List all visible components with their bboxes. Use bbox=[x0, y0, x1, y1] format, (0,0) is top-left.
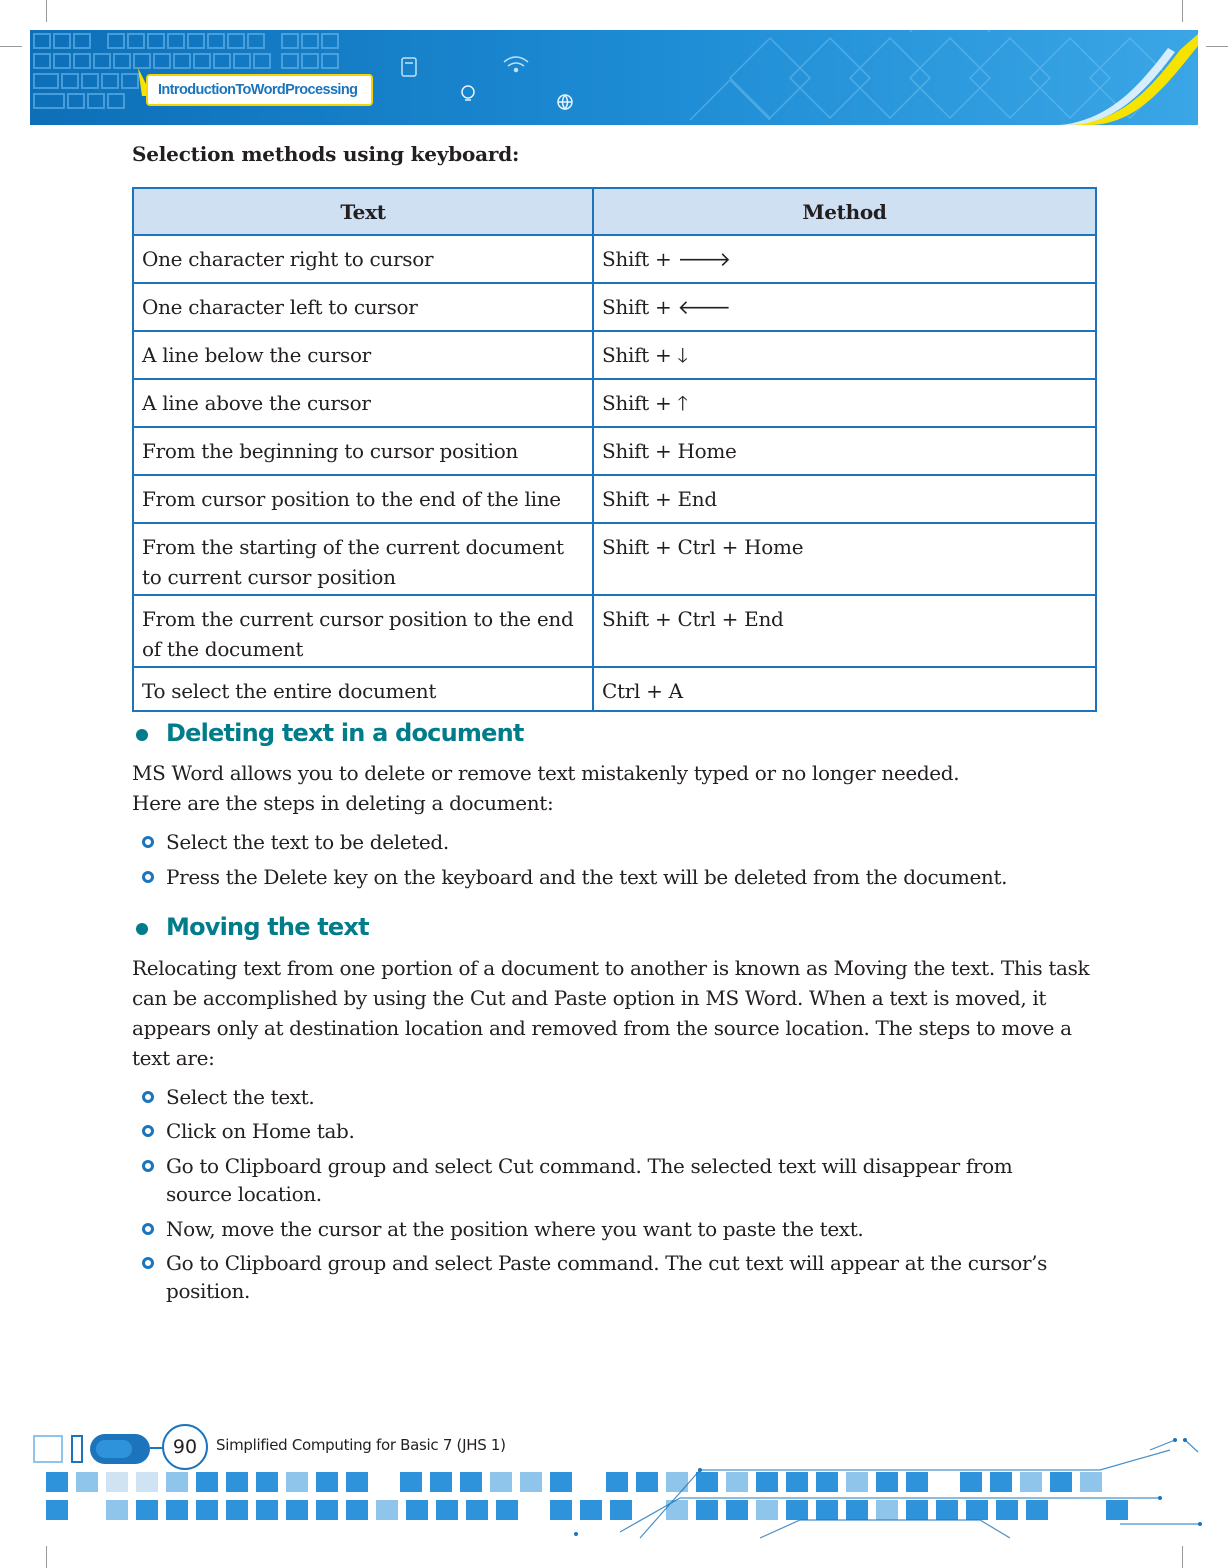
crop-mark bbox=[0, 46, 22, 47]
table-cell-text: One character right to cursor bbox=[133, 235, 593, 283]
deleting-heading: Deleting text in a document bbox=[166, 719, 524, 747]
moving-step: Select the text. bbox=[166, 1085, 315, 1109]
crop-mark bbox=[46, 0, 47, 22]
table-cell-text: A line below the cursor bbox=[133, 331, 593, 379]
chapter-title-tag: IntroductionToWordProcessing bbox=[146, 74, 373, 106]
keyboard-selection-table bbox=[132, 187, 1097, 712]
table-header-row bbox=[133, 188, 1096, 235]
table-cell-method: Shift + 🡐 bbox=[593, 283, 1096, 331]
crop-mark bbox=[1182, 0, 1183, 22]
table-cell-text: From cursor position to the end of the line bbox=[133, 475, 593, 523]
table-row bbox=[133, 595, 1096, 667]
moving-step: Go to Clipboard group and select Paste command. The cut text will appear at the cursor’s position. bbox=[166, 1251, 1048, 1303]
table-cell-text: One character left to cursor bbox=[133, 283, 593, 331]
table-cell-text: A line above the cursor bbox=[133, 379, 593, 427]
table-row bbox=[133, 427, 1096, 475]
list-bullet-icon bbox=[142, 871, 154, 883]
table-row bbox=[133, 235, 1096, 283]
moving-step: Go to Clipboard group and select Cut command. The selected text will disappear from source location. bbox=[166, 1154, 1013, 1206]
table-cell-method: Shift + Home bbox=[593, 427, 1096, 475]
table-cell-method: Shift + Ctrl + Home bbox=[593, 523, 1096, 595]
bullet-dot-icon bbox=[136, 923, 148, 935]
page-number: 90 bbox=[162, 1424, 208, 1470]
list-bullet-icon bbox=[142, 1160, 154, 1172]
moving-step: Click on Home tab. bbox=[166, 1119, 355, 1143]
moving-intro: Relocating text from one portion of a document to another is known as Moving the text. This task can be accomplished by using the Cut and Paste option in MS Word. When a text is moved, it appears only at destination location and removed from the source location. The steps to move a text are: bbox=[132, 956, 1090, 1070]
table-cell-text: From the current cursor position to the end of the document bbox=[133, 595, 593, 667]
deleting-intro-line2: Here are the steps in deleting a document: bbox=[132, 791, 554, 815]
table-row bbox=[133, 523, 1096, 595]
table-cell-method: Ctrl + A bbox=[593, 667, 1096, 711]
table-cell-method: Shift + 🡒 bbox=[593, 235, 1096, 283]
list-bullet-icon bbox=[142, 1091, 154, 1103]
table-cell-text: From the starting of the current document to current cursor position bbox=[133, 523, 593, 595]
table-cell-text: To select the entire document bbox=[133, 667, 593, 711]
section-heading: Selection methods using keyboard: bbox=[132, 142, 520, 166]
bullet-dot-icon bbox=[136, 729, 148, 741]
table-row bbox=[133, 475, 1096, 523]
list-bullet-icon bbox=[142, 1257, 154, 1269]
table-row bbox=[133, 331, 1096, 379]
crop-mark bbox=[1206, 46, 1228, 47]
table-cell-method: Shift + End bbox=[593, 475, 1096, 523]
deleting-step: Select the text to be deleted. bbox=[166, 830, 449, 854]
moving-heading: Moving the text bbox=[166, 913, 369, 941]
table-cell-method: Shift + Ctrl + End bbox=[593, 595, 1096, 667]
book-title: Simplified Computing for Basic 7 (JHS 1) bbox=[216, 1436, 506, 1454]
list-bullet-icon bbox=[142, 1125, 154, 1137]
deleting-step: Press the Delete key on the keyboard and the text will be deleted from the document. bbox=[166, 865, 1008, 889]
table-cell-method: Shift + 🡑 bbox=[593, 379, 1096, 427]
deleting-intro-line1: MS Word allows you to delete or remove text mistakenly typed or no longer needed. bbox=[132, 761, 960, 785]
table-row bbox=[133, 379, 1096, 427]
column-header-text: Text bbox=[133, 188, 593, 235]
column-header-method: Method bbox=[593, 188, 1096, 235]
table-row bbox=[133, 283, 1096, 331]
moving-step: Now, move the cursor at the position where you want to paste the text. bbox=[166, 1217, 864, 1241]
table-cell-text: From the beginning to cursor position bbox=[133, 427, 593, 475]
table-cell-method: Shift + 🡓 bbox=[593, 331, 1096, 379]
list-bullet-icon bbox=[142, 836, 154, 848]
list-bullet-icon bbox=[142, 1223, 154, 1235]
table-row bbox=[133, 667, 1096, 711]
